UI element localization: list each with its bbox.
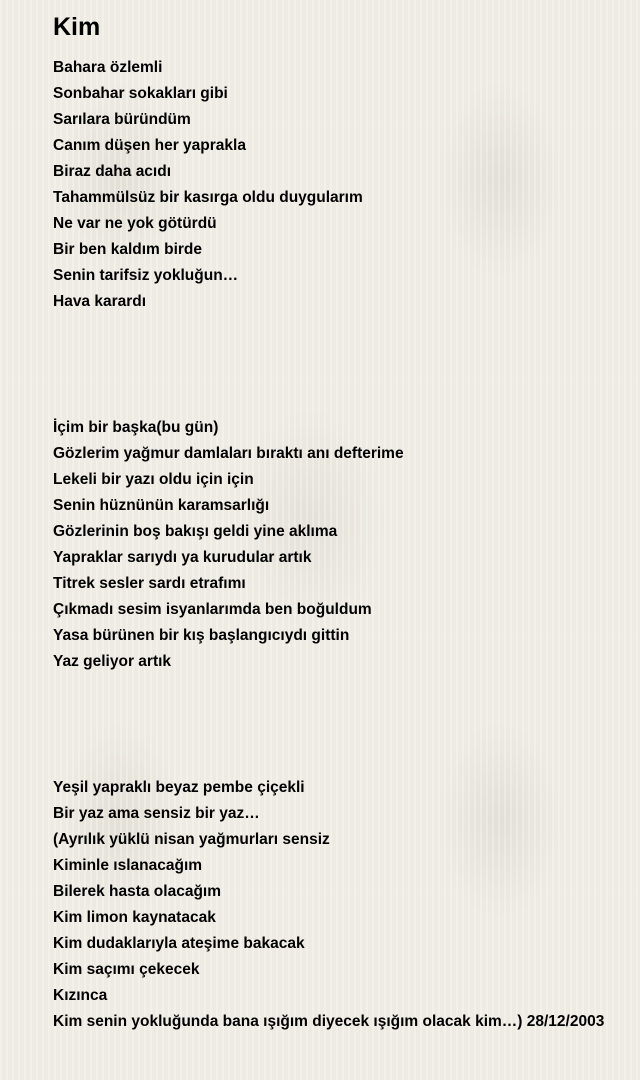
poem-line: Senin hüznünün karamsarlığı <box>53 497 270 514</box>
poem-line: Kiminle ıslanacağım <box>53 857 203 874</box>
poem-line: Sarılara büründüm <box>53 111 191 128</box>
poem-line: Gözlerinin boş bakışı geldi yine aklıma <box>53 523 338 540</box>
poem-line: Tahammülsüz bir kasırga oldu duygularım <box>53 189 363 206</box>
poem-line: Biraz daha acıdı <box>53 163 172 180</box>
stanza-gap <box>53 315 633 415</box>
poem-line: Canım düşen her yaprakla <box>53 137 246 154</box>
poem-line: Lekeli bir yazı oldu için için <box>53 471 254 488</box>
stanza-2 <box>53 415 633 675</box>
poem-line: Sonbahar sokakları gibi <box>53 85 228 102</box>
poem-line: Yasa bürünen bir kış başlangıcıydı gittin <box>53 627 350 644</box>
poem-line: Gözlerim yağmur damlaları bıraktı anı defterime <box>53 445 404 462</box>
poem-line: Hava karardı <box>53 293 147 310</box>
poem-line: Kim senin yokluğunda bana ışığım diyecek ışığım olacak kim…) 28/12/2003 <box>53 1013 605 1030</box>
poem-line: Bir yaz ama sensiz bir yaz… <box>53 805 260 822</box>
poem-line: Titrek sesler sardı etrafımı <box>53 575 246 592</box>
poem-line: Bahara özlemli <box>53 59 163 76</box>
poem-line: Bilerek hasta olacağım <box>53 883 221 900</box>
poem-line: Kim limon kaynatacak <box>53 909 216 926</box>
poem-line: Kızınca <box>53 987 108 1004</box>
stanza-gap <box>53 675 633 775</box>
poem-line: Çıkmadı sesim isyanlarımda ben boğuldum <box>53 601 372 618</box>
poem-container <box>53 12 633 1035</box>
poem-line: Kim saçımı çekecek <box>53 961 200 978</box>
poem-line: Bir ben kaldım birde <box>53 241 203 258</box>
poem-line: Ne var ne yok götürdü <box>53 215 217 232</box>
poem-line: (Ayrılık yüklü nisan yağmurları sensiz <box>53 831 330 848</box>
stanza-3 <box>53 775 633 1035</box>
poem-line: İçim bir başka(bu gün) <box>53 419 219 436</box>
poem-line: Senin tarifsiz yokluğun… <box>53 267 239 284</box>
poem-line: Yapraklar sarıydı ya kurudular artık <box>53 549 312 566</box>
stanza-1 <box>53 55 633 315</box>
poem-line: Kim dudaklarıyla ateşime bakacak <box>53 935 305 952</box>
poem-title: Kim <box>53 13 101 41</box>
poem-line: Yeşil yapraklı beyaz pembe çiçekli <box>53 779 305 796</box>
poem-line: Yaz geliyor artık <box>53 653 172 670</box>
